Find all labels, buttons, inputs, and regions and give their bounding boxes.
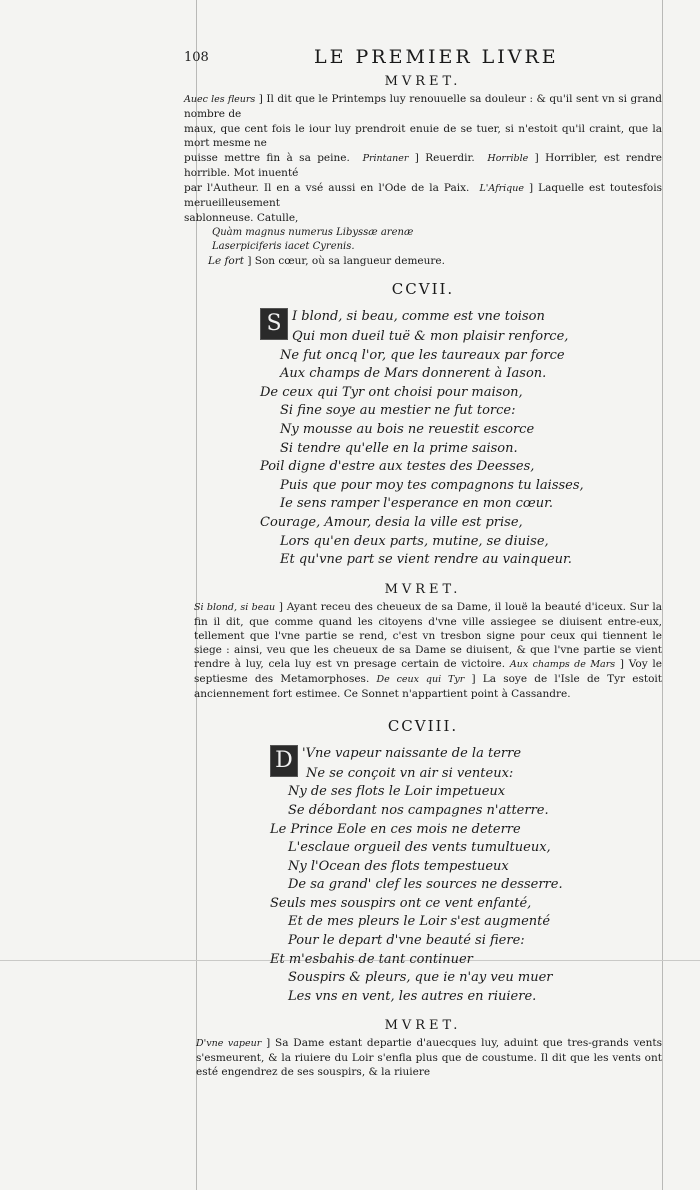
- verse-line: Souspirs & pleurs, que ie n'ay veu muer: [288, 970, 553, 986]
- latin-quote-line: Laserpiciferis iacet Cyrenis.: [212, 241, 355, 252]
- commentary-line: Auec les fleurs ] Il dit que le Printemps luy renouuelle sa douleur : & qu'il sent vn si grand nombre de: [184, 93, 662, 120]
- verse-line: Seuls mes souspirs ont ce vent enfanté,: [270, 895, 532, 911]
- verse-line: Ie sens ramper l'esperance en mon cœur.: [280, 496, 553, 512]
- verse-line: Qui mon dueil tuë & mon plaisir renforce,: [292, 329, 569, 344]
- latin-quote-line: Quàm magnus numerus Libyssæ arenæ: [212, 227, 414, 238]
- verse-line: Ny de ses flots le Loir impetueux: [288, 784, 506, 800]
- drop-cap: S: [260, 308, 288, 340]
- verse-line: L'esclaue orgueil des vents tumultueux,: [288, 840, 551, 856]
- commentary-line: puisse mettre fin à sa peine. Printaner ] Reuerdir. Horrible ] Horribler, est rendre horrible. Mot inuenté: [184, 152, 662, 179]
- commentary-paragraph: D'vne vapeur ] Sa Dame estant departie d'auecques luy, aduint que tres-grands vents s'esmeurent, & la riuiere du Loir s'enfla plus que de coustume. Il dit que les vents ont esté engendrez de ses souspirs, & la riuiere: [196, 1037, 662, 1079]
- verse-line: D 'Vne vapeur naissante de la terre: [270, 745, 662, 777]
- verse-line: Ny l'Ocean des flots tempestueux: [288, 858, 509, 874]
- verse-line: S I blond, si beau, comme est vne toison: [260, 308, 662, 340]
- verse-line: Le Prince Eole en ces mois ne deterre: [270, 821, 521, 837]
- drop-cap: D: [270, 745, 298, 777]
- verse-line: Et de mes pleurs le Loir s'est augmenté: [288, 914, 551, 930]
- commentary-line: sablonneuse. Catulle,: [184, 212, 299, 224]
- verse-line: Et m'esbahis de tant continuer: [270, 951, 473, 967]
- lemma: Aux champs de Mars: [509, 658, 616, 670]
- running-header: [184, 44, 662, 72]
- verse-line: Si fine soye au mestier ne fut torce:: [280, 403, 516, 419]
- lemma: Horrible: [487, 153, 529, 164]
- commentary-line: Le fort ] Son cœur, où sa langueur demeure.: [208, 255, 445, 267]
- verse-line: Poil digne d'estre aux testes des Deesses,: [260, 459, 535, 475]
- commentary-line: maux, que cent fois le iour luy prendroit enuie de se tuer, si n'estoit qu'il craint, que la mort mesme ne: [184, 123, 662, 149]
- verse-line: Ny mousse au bois ne reuestit escorce: [280, 421, 535, 437]
- sonnet-ccviii: [184, 745, 662, 1007]
- verse-line: Pour le depart d'vne beauté si fiere:: [288, 933, 525, 949]
- verse-line: Et qu'vne part se vient rendre au vainqueur.: [280, 552, 572, 568]
- verse-line: Les vns en vent, les autres en riuiere.: [288, 988, 537, 1004]
- lemma: Printaner: [362, 153, 409, 164]
- page-content: [184, 44, 662, 1080]
- verse-line: Courage, Amour, desia la ville est prise,: [260, 514, 523, 530]
- verse-line: Ne se conçoit vn air si venteux:: [306, 765, 514, 781]
- verse-line: Puis que pour moy tes compagnons tu laisses,: [280, 477, 584, 493]
- lemma: L'Afrique: [479, 183, 524, 194]
- commentary-heading: MVRET.: [384, 581, 462, 597]
- right-page-rule: [662, 0, 663, 1190]
- page-title: LE PREMIER LIVRE: [314, 46, 559, 68]
- verse-line: De sa grand' clef les sources ne desserre.: [288, 877, 563, 893]
- sonnet-number: CCVII.: [391, 280, 455, 298]
- commentary-paragraph: Si blond, si beau ] Ayant receu des cheueux de sa Dame, il louë la beauté d'iceux. Sur la fin il dit, que comme quand les citoyens d'vne ville assiegee se diuisent entre-eux, tellement que l'vne partie se rend, c'est vn tresbon signe pour ceux qui tiennent le siege : ainsi, veu que les cheueux de sa Dame se diuisent, & que l'vne partie se vient rendre à luy, cela luy est vn presage certain de victoire. Aux champs de Mars ] Voy le septiesme des Metamorphoses. De ceux qui Tyr ] La soye de l'Isle de Tyr estoit anciennement fort estimee. Ce Sonnet n'appartient point à Cassandre.: [194, 600, 663, 700]
- commentary-block: [184, 92, 662, 225]
- lemma: Si blond, si beau: [194, 601, 276, 613]
- sonnet-ccvii: [184, 308, 662, 570]
- verse-line: Se débordant nos campagnes n'atterre.: [288, 802, 549, 818]
- commentary-heading: MVRET.: [384, 1018, 462, 1034]
- sonnet-number: CCVIII.: [387, 716, 459, 735]
- verse-line: Si tendre qu'elle en la prime saison.: [280, 440, 518, 456]
- verse-line: Lors qu'en deux parts, mutine, se diuise,: [280, 533, 549, 549]
- verse-line: Aux champs de Mars donnerent à Iason.: [280, 366, 547, 382]
- commentary-line: par l'Autheur. Il en a vsé aussi en l'Ode de la Paix. L'Afrique ] Laquelle est toutesfois merueilleusement: [184, 182, 662, 209]
- lemma: D'vne vapeur: [196, 1038, 262, 1050]
- verse-line: De ceux qui Tyr ont choisi pour maison,: [260, 384, 523, 400]
- lemma: Le fort: [208, 255, 244, 267]
- lemma: De ceux qui Tyr: [376, 673, 465, 685]
- page-number: 108: [184, 50, 209, 65]
- lemma: Auec les fleurs: [184, 94, 256, 105]
- verse-line: Ne fut oncq l'or, que les taureaux par force: [280, 347, 565, 363]
- commentary-heading: MVRET.: [384, 74, 462, 89]
